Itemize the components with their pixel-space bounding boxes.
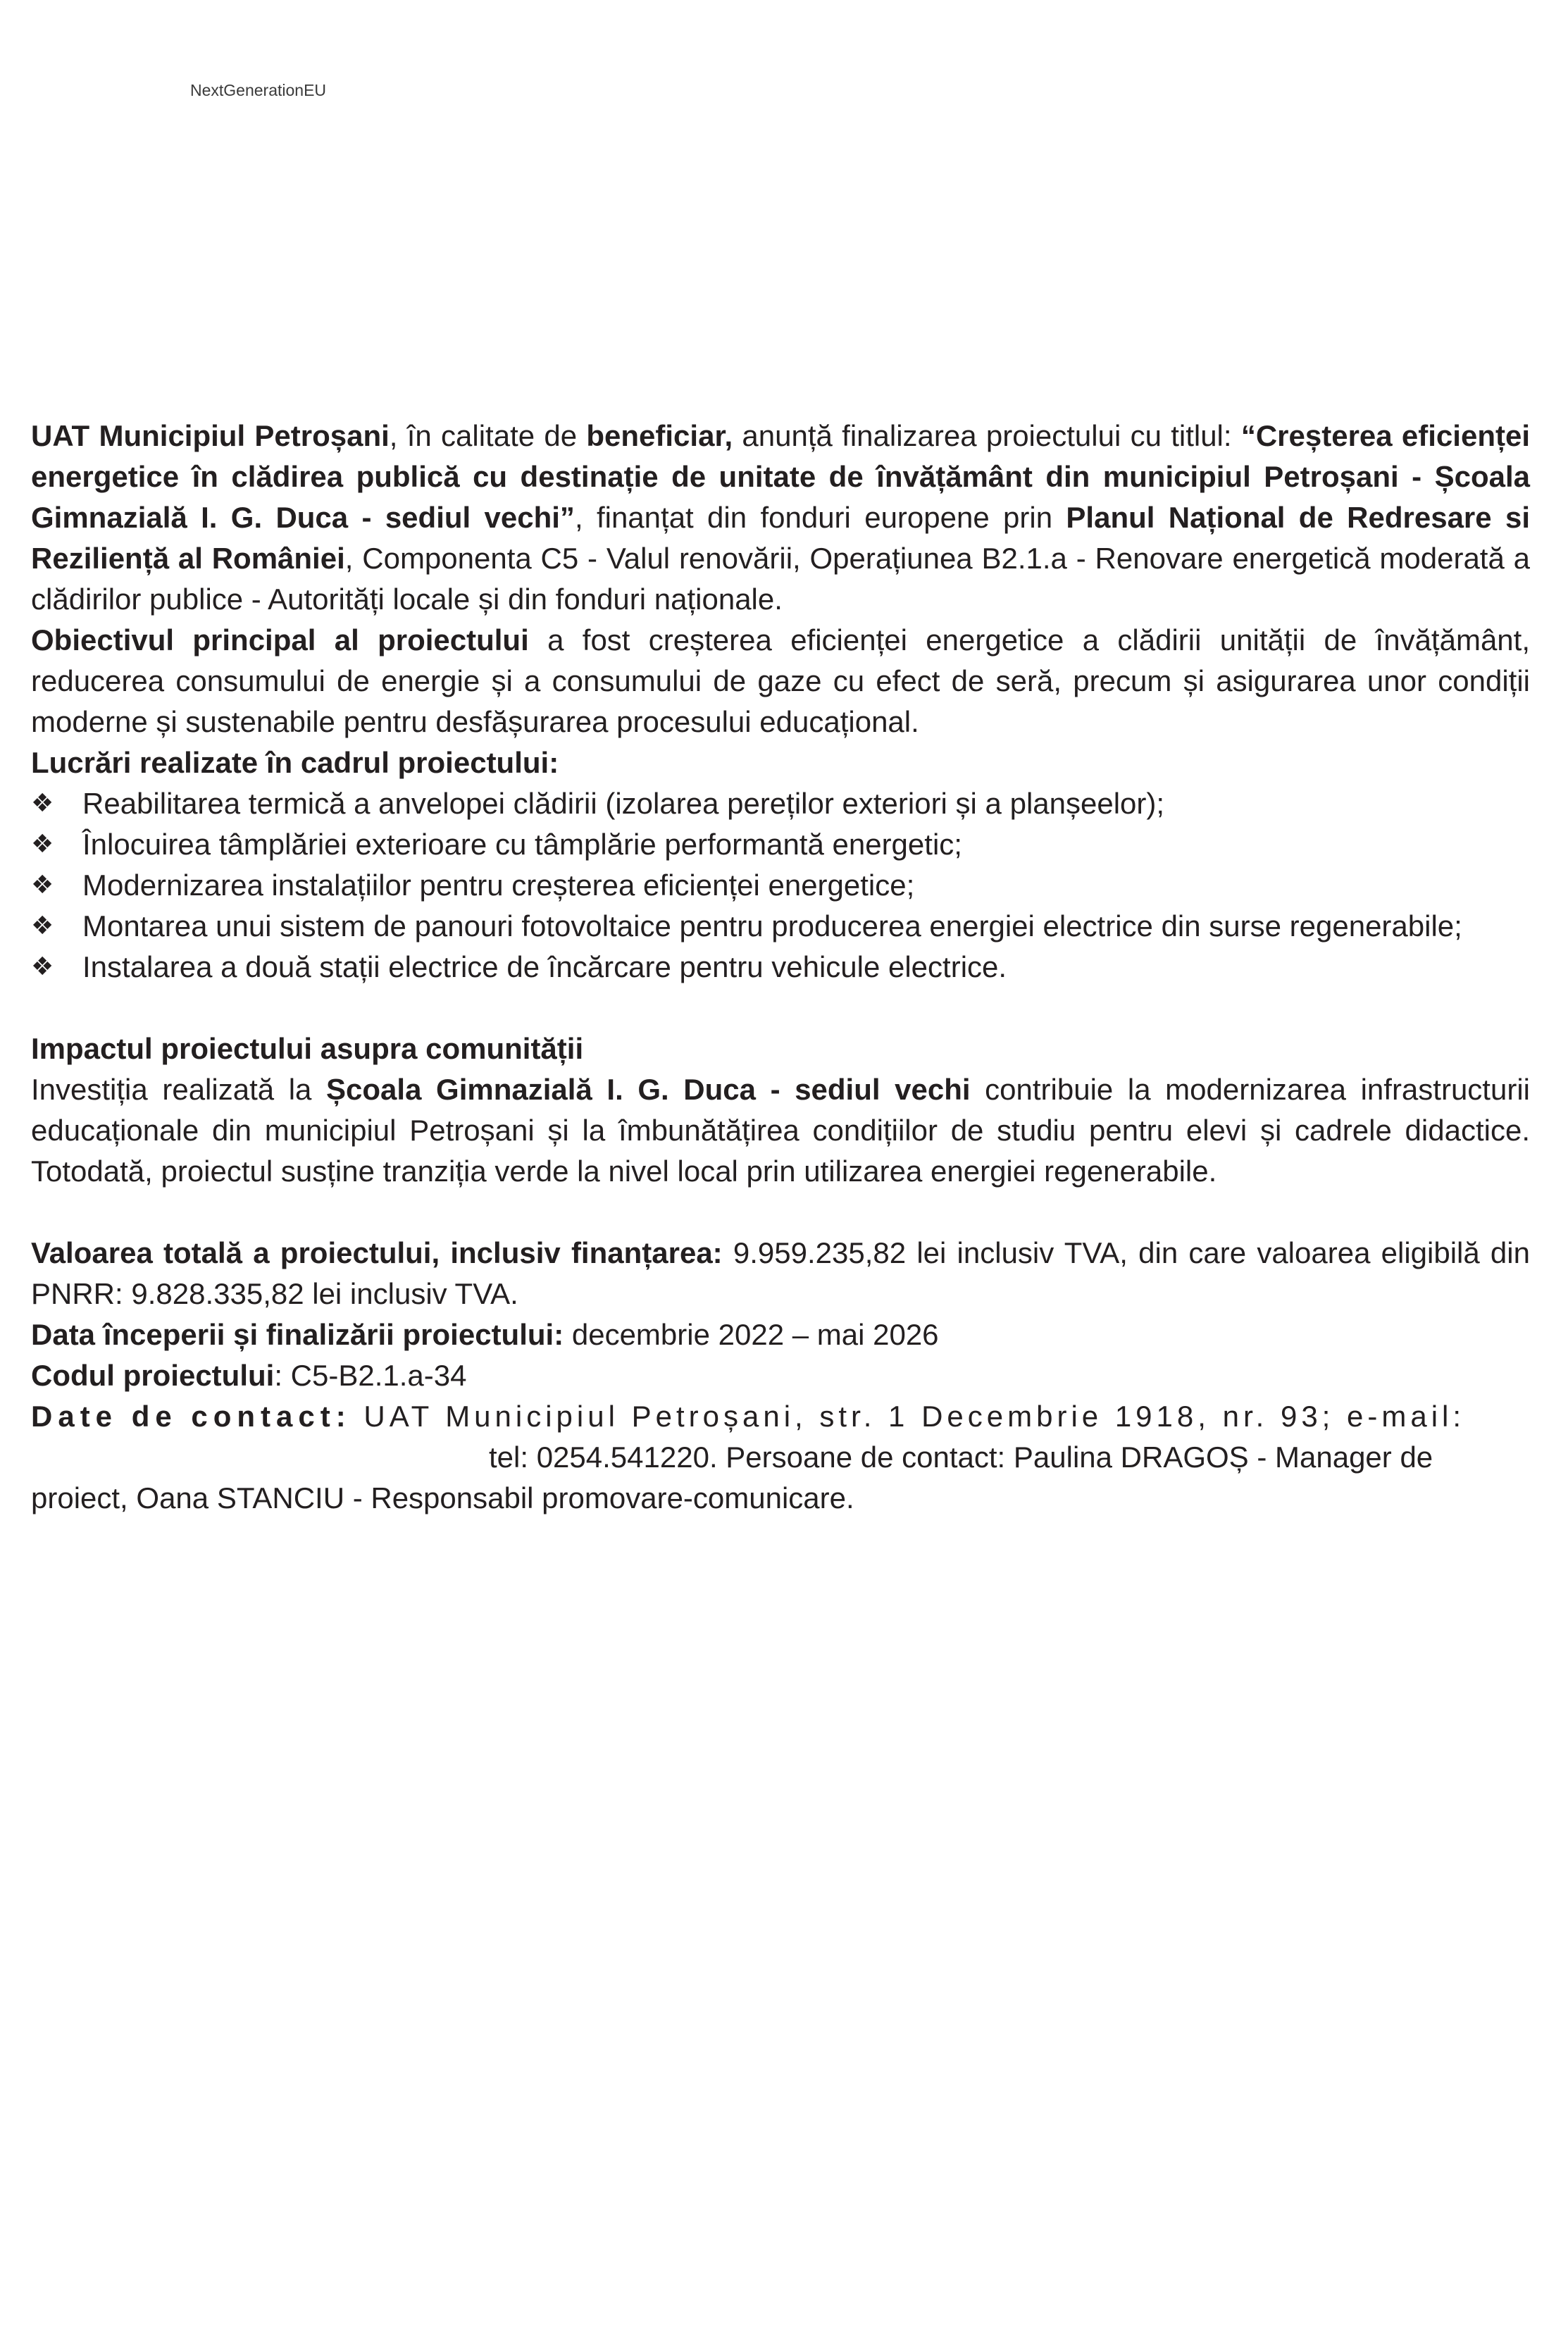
list-item: ❖ Instalarea a două stații electrice de încărcare pentru vehicule electrice. bbox=[31, 947, 1530, 988]
contact-line-3: proiect, Oana STANCIU - Responsabil promovare-comunicare. bbox=[31, 1481, 854, 1514]
code-paragraph: Codul proiectului: C5-B2.1.a-34 bbox=[31, 1359, 467, 1392]
diamond-bullet-icon: ❖ bbox=[31, 871, 54, 900]
school-name: Școala Gimnazială I. G. Duca - sediul vechi bbox=[326, 1073, 971, 1106]
beneficiary-role: beneficiar, bbox=[586, 419, 733, 452]
works-heading: Lucrări realizate în cadrul proiectului: bbox=[31, 746, 559, 779]
announcement-body bbox=[31, 416, 1530, 1519]
dates-paragraph: Data începerii și finalizării proiectului: decembrie 2022 – mai 2026 bbox=[31, 1318, 939, 1351]
diamond-bullet-icon: ❖ bbox=[31, 952, 54, 981]
value-paragraph: Valoarea totală a proiectului, inclusiv finanțarea: 9.959.235,82 lei inclusiv TVA, din care valoarea eligibilă din PNRR: 9.828.335,82 lei inclusiv TVA. bbox=[31, 1236, 1530, 1310]
beneficiary-name: UAT Municipiul Petroșani bbox=[31, 419, 390, 452]
code-label: Codul proiectului bbox=[31, 1359, 275, 1392]
list-item: ❖ Modernizarea instalațiilor pentru creșterea eficienței energetice; bbox=[31, 865, 1530, 906]
contact-section bbox=[31, 1396, 1530, 1519]
objective-label: Obiectivul principal al proiectului bbox=[31, 623, 529, 657]
works-section bbox=[31, 742, 1530, 988]
project-title: “Creșterea eficienței energetice în clădirea publică cu destinație de unitate de învățământ din municipiul Petroșani - Școala Gimnazială I. G. Duca - sediul vechi” bbox=[31, 419, 1530, 534]
impact-heading: Impactul proiectului asupra comunității bbox=[31, 1032, 584, 1065]
diamond-bullet-icon: ❖ bbox=[31, 789, 54, 818]
list-item: ❖ Montarea unui sistem de panouri fotovoltaice pentru producerea energiei electrice din surse regenerabile; bbox=[31, 906, 1530, 947]
contact-line-1: Date de contact: UAT Municipiul Petroșani, str. 1 Decembrie 1918, nr. 93; e-mail: bbox=[31, 1400, 1466, 1433]
diamond-bullet-icon: ❖ bbox=[31, 830, 54, 859]
next-generation-eu-logo-text: NextGenerationEU bbox=[190, 81, 327, 99]
dates-label: Data începerii și finalizării proiectului: bbox=[31, 1318, 564, 1351]
impact-paragraph: Investiția realizată la Școala Gimnazială I. G. Duca - sediul vechi contribuie la modernizarea infrastructurii educaționale din municipiul Petroșani și la îmbunătățirea condițiilor de studiu pentru elevi și cadrele didactice. Totodată, proiectul susține tranziția verde la nivel local prin utilizarea energiei regenerabile. bbox=[31, 1073, 1530, 1188]
intro-paragraph: UAT Municipiul Petroșani, în calitate de beneficiar, anunță finalizarea proiectului cu titlul: “Creșterea eficienței energetice în clădirea publică cu destinație de unitate de învățământ din municipiul Petroșani - Școala Gimnazială I. G. Duca - sediul vechi”, finanțat din fonduri europene prin Planul Național de Redresare si Reziliență al României, Componenta C5 - Valul renovării, Operațiunea B2.1.a - Renovare energetică moderată a clădirilor publice - Autorități locale și din fonduri naționale. bbox=[31, 419, 1531, 616]
contact-label: Date de contact: bbox=[31, 1400, 351, 1433]
objective-paragraph: Obiectivul principal al proiectului a fost creșterea eficienței energetice a clădirii unității de învățământ, reducerea consumului de energie și a consumului de gaze cu efect de seră, precum și asigurarea unor condiții moderne și sustenabile pentru desfășurarea procesului educațional. bbox=[31, 623, 1530, 738]
diamond-bullet-icon: ❖ bbox=[31, 912, 54, 940]
works-list bbox=[31, 783, 1530, 988]
value-label: Valoarea totală a proiectului, inclusiv finanțarea: bbox=[31, 1236, 723, 1269]
program-name: Planul Național de Redresare si Reziliență al României bbox=[31, 501, 1530, 575]
contact-line-2: tel: 0254.541220. Persoane de contact: Paulina DRAGOȘ - Manager de bbox=[489, 1441, 1433, 1474]
list-item: ❖ Înlocuirea tâmplăriei exterioare cu tâmplărie performantă energetic; bbox=[31, 824, 1530, 865]
list-item: ❖ Reabilitarea termică a anvelopei clădirii (izolarea pereților exteriori și a planșeelor); bbox=[31, 783, 1530, 824]
impact-section bbox=[31, 1028, 1530, 1192]
